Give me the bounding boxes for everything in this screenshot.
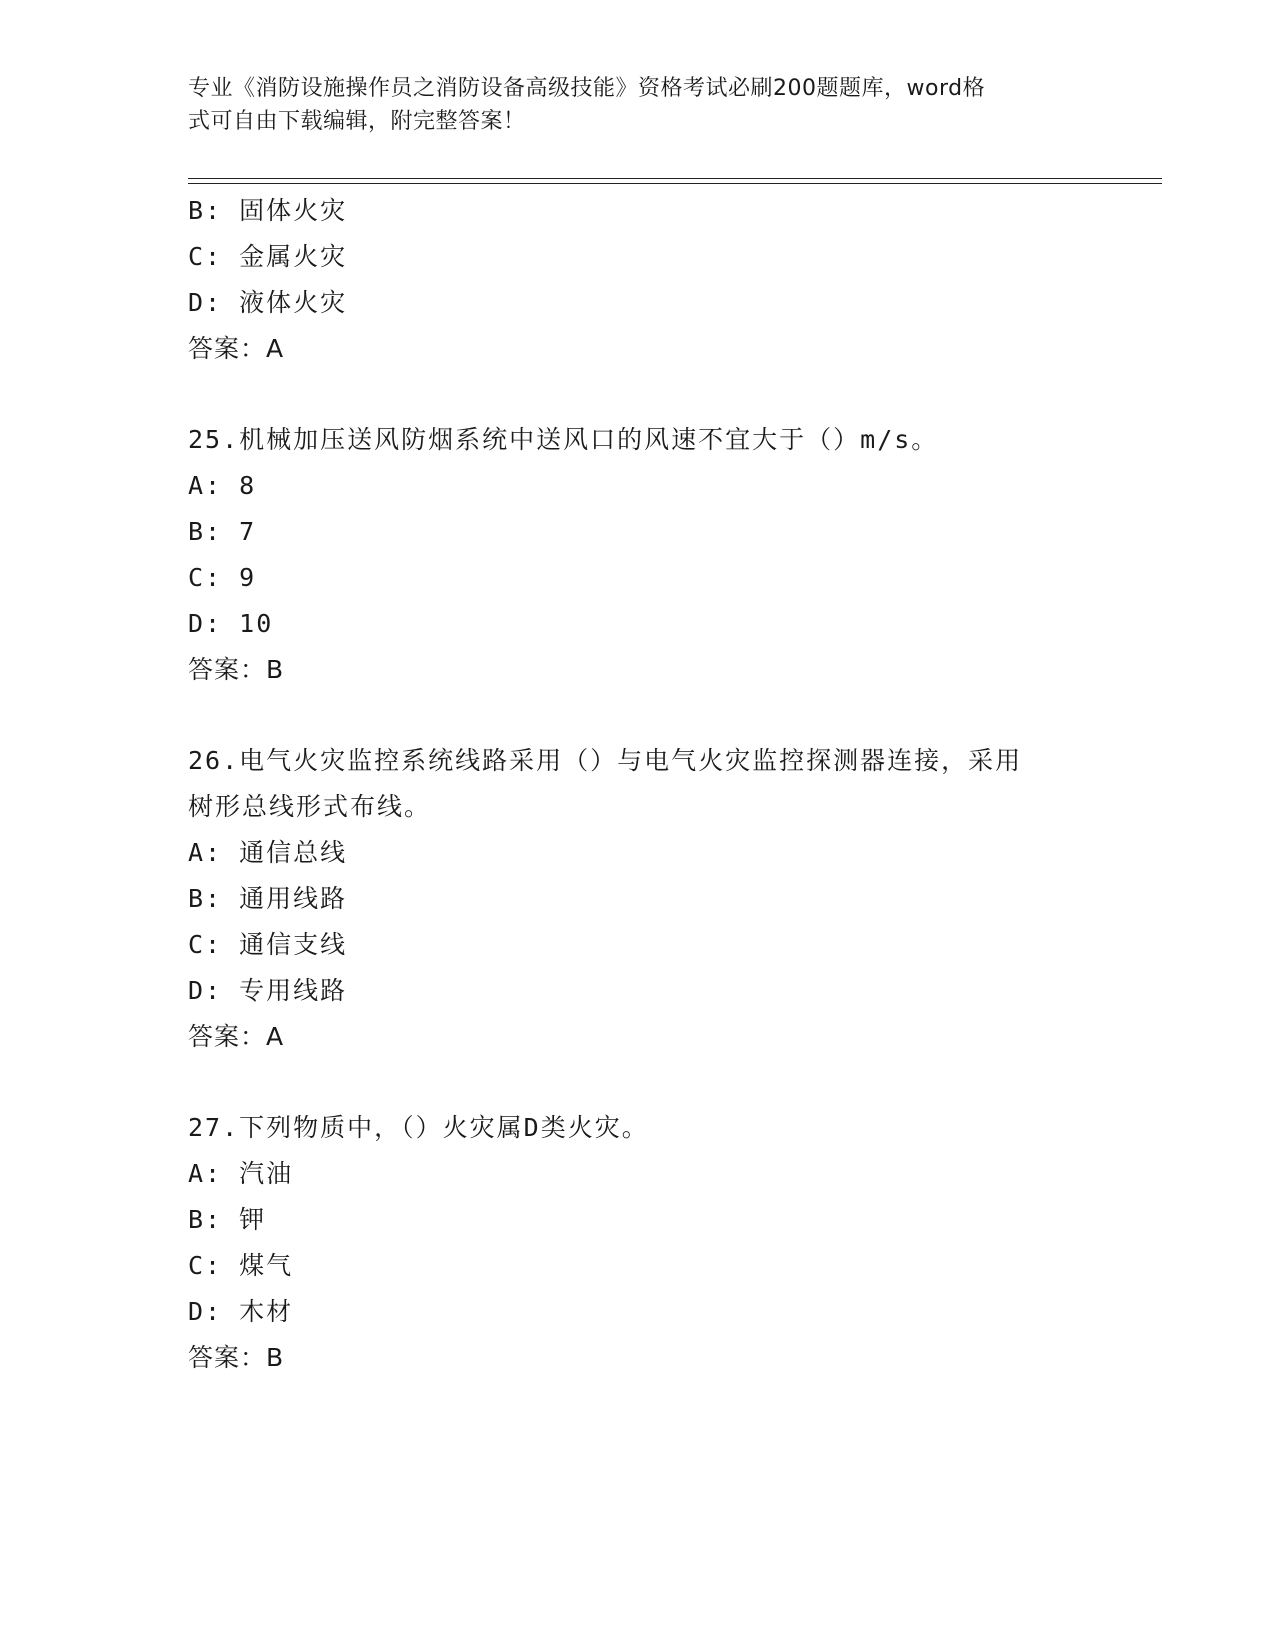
answer: 答案：A	[188, 334, 285, 363]
option-b: B: 7	[188, 517, 257, 546]
option-b: B: 通用线路	[188, 884, 348, 913]
answer: 答案：A	[188, 1022, 285, 1051]
option-b: B: 钾	[188, 1205, 267, 1234]
option-d: D: 专用线路	[188, 976, 348, 1005]
option-a: A: 汽油	[188, 1159, 294, 1188]
question-stem: 27.下列物质中，（）火灾属D类火灾。	[188, 1113, 649, 1142]
option-c: C: 煤气	[188, 1251, 294, 1280]
question-stem: 26.电气火灾监控系统线路采用（）与电气火灾监控探测器连接，采用	[188, 746, 1023, 775]
option-c: C: 通信支线	[188, 930, 348, 959]
option-d: D: 10	[188, 609, 274, 638]
answer: 答案：B	[188, 655, 285, 684]
option-c: C: 金属火灾	[188, 242, 348, 271]
option-c: C: 9	[188, 563, 257, 592]
answer: 答案：B	[188, 1343, 285, 1372]
header-divider-bottom	[188, 183, 1162, 184]
question-list	[188, 188, 1088, 1381]
question-stem: 25.机械加压送风防烟系统中送风口的风速不宜大于（）m/s。	[188, 425, 939, 454]
header-divider-top	[188, 178, 1162, 179]
header-line-2: 式可自由下载编辑，附完整答案！	[188, 109, 526, 134]
option-a: A: 通信总线	[188, 838, 348, 867]
document-header	[188, 72, 1068, 138]
question-25	[188, 417, 1088, 693]
option-d: D: 液体火灾	[188, 288, 348, 317]
option-a: A: 8	[188, 471, 257, 500]
partial-question	[188, 188, 1088, 372]
question-26	[188, 738, 1088, 1060]
question-stem-continued: 树形总线形式布线。	[188, 792, 432, 821]
question-27	[188, 1105, 1088, 1381]
option-b: B: 固体火灾	[188, 196, 348, 225]
option-d: D: 木材	[188, 1297, 294, 1326]
header-line-1: 专业《消防设施操作员之消防设备高级技能》资格考试必刷200题题库，word格	[188, 76, 986, 101]
